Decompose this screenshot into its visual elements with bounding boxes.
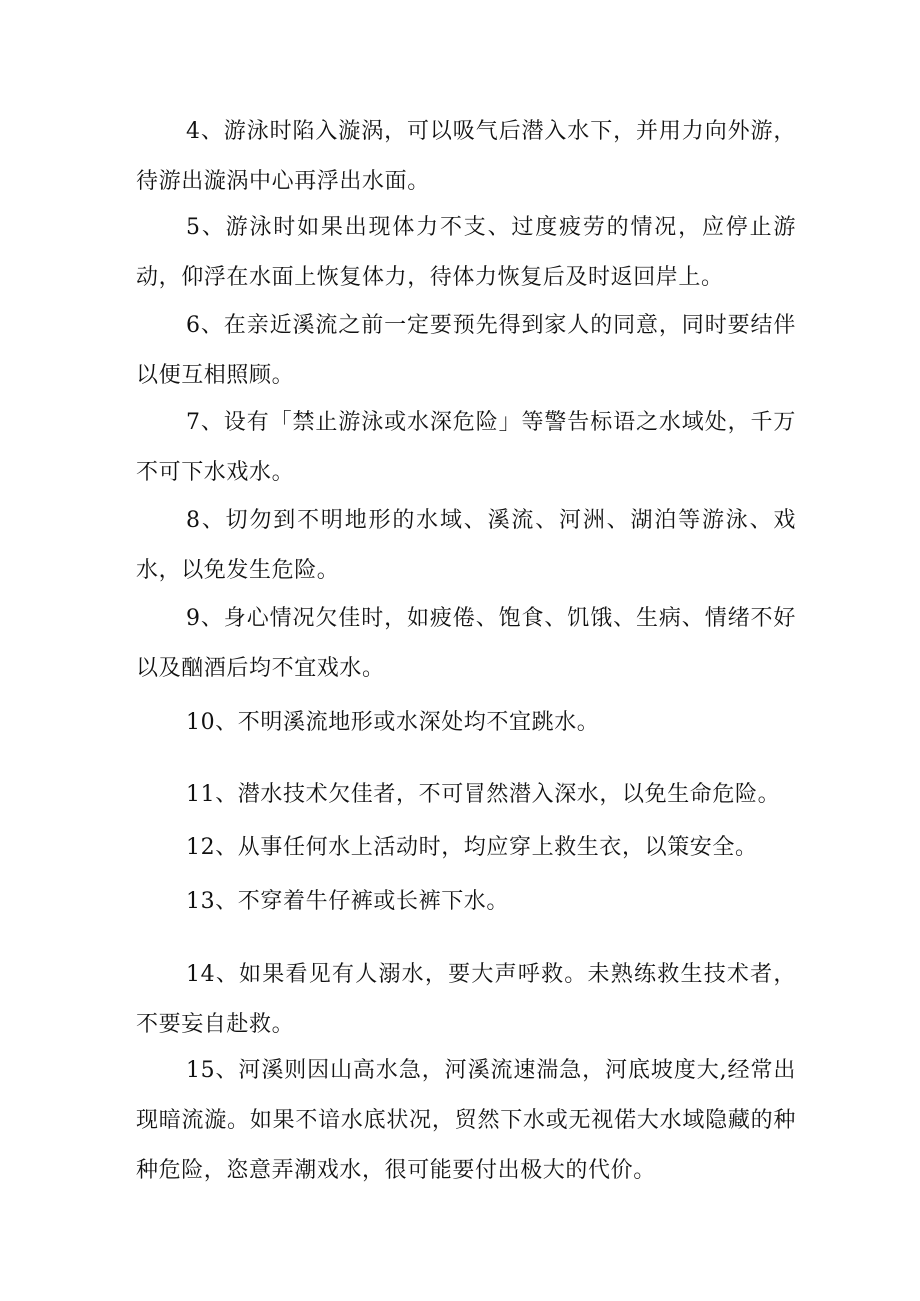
paragraph-item-9: 9、身心情况欠佳时，如疲倦、饱食、饥饿、生病、情绪不好以及酗酒后均不宜戏水。	[136, 606, 796, 681]
paragraph-item-8: 8、切勿到不明地形的水域、溪流、河洲、湖泊等游泳、戏水，以免发生危险。	[136, 508, 796, 583]
paragraph-item-10: 10、不明溪流地形或水深处均不宜跳水。	[186, 710, 600, 735]
paragraph-item-12: 12、从事任何水上活动时，均应穿上救生衣，以策安全。	[186, 835, 758, 860]
paragraph-item-6: 6、在亲近溪流之前一定要预先得到家人的同意，同时要结伴以便互相照顾。	[136, 313, 796, 388]
paragraph-item-5: 5、游泳时如果出现体力不支、过度疲劳的情况，应停止游动，仰浮在水面上恢复体力，待体力恢复后及时返回岸上。	[136, 215, 796, 290]
paragraph-item-15: 15、河溪则因山高水急，河溪流速湍急，河底坡度大,经常出现暗流漩。如果不谙水底状况，贸然下水或无视偌大水域隐藏的种种危险，恣意弄潮戏水，很可能要付出极大的代价。	[136, 1058, 796, 1183]
paragraph-item-11: 11、潜水技术欠佳者，不可冒然潜入深水，以免生命危险。	[186, 782, 781, 807]
paragraph-item-14: 14、如果看见有人溺水，要大声呼救。未熟练救生技术者，不要妄自赴救。	[136, 962, 796, 1037]
paragraph-item-13: 13、不穿着牛仔裤或长裤下水。	[186, 889, 509, 914]
paragraph-item-4: 4、游泳时陷入漩涡，可以吸气后潜入水下，并用力向外游，待游出漩涡中心再浮出水面。	[136, 119, 796, 194]
paragraph-item-7: 7、设有「禁止游泳或水深危险」等警告标语之水域处，千万不可下水戏水。	[136, 410, 796, 485]
